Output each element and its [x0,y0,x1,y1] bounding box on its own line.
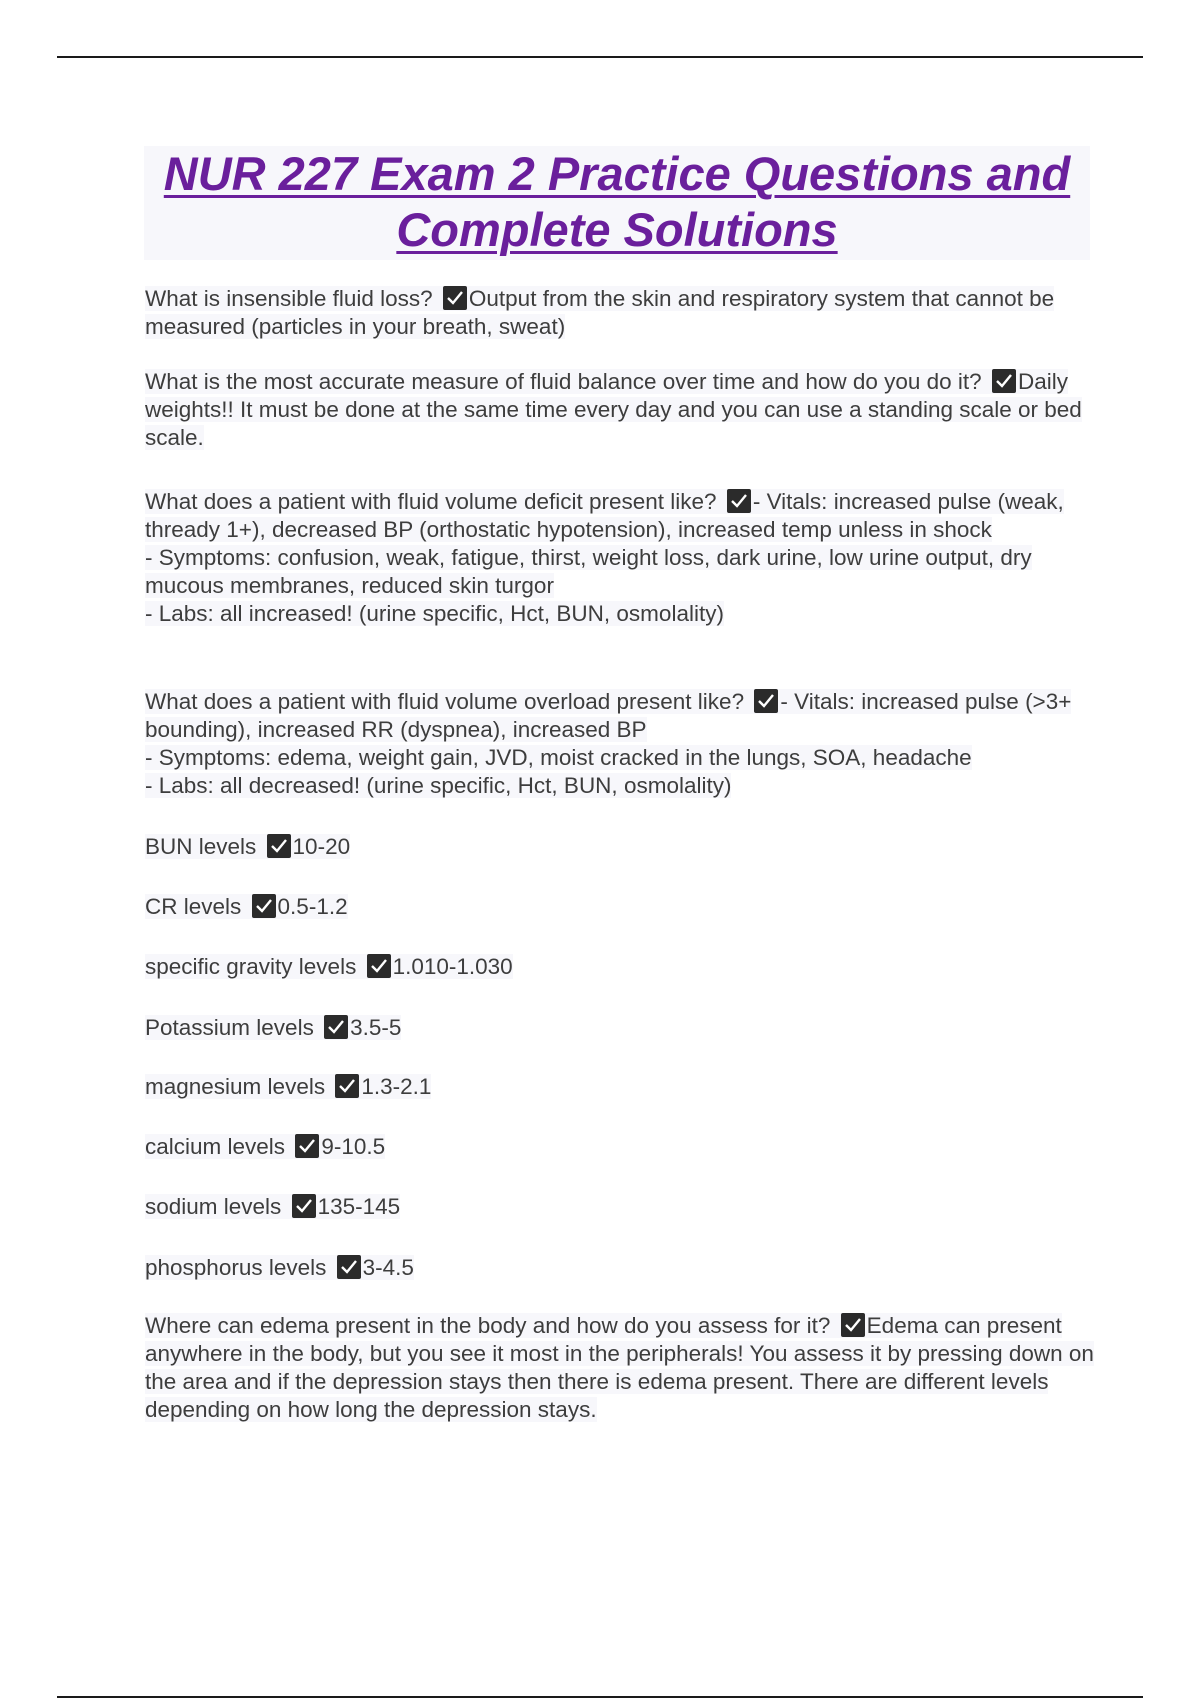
checkmark-box-icon [367,954,391,978]
answer-text: 135-145 [317,1194,401,1219]
qa-text [145,1134,385,1159]
qa-text [145,894,348,919]
qa-item [145,1014,401,1042]
qa-item [145,1073,431,1101]
question-text: BUN levels [145,834,257,859]
qa-item [145,285,1095,341]
answer-text: 9-10.5 [321,1134,386,1159]
answer-text: 1.010-1.030 [392,954,513,979]
answer-text: Edema can present anywhere in the body, but you see it most in the peripherals! You assess it by pressing down on the area and if the depression stays then there is edema present. There are different levels depending on how long the depression stays. [145,1313,1094,1422]
checkmark-box-icon [335,1074,359,1098]
qa-text [145,1255,414,1280]
header-rule [57,56,1143,58]
qa-item [145,1254,414,1282]
checkmark-box-icon [727,489,751,513]
question-text: sodium levels [145,1194,282,1219]
qa-text [145,689,1071,798]
page-title-line-2: Complete Solutions [396,203,838,256]
qa-item [145,488,1095,628]
qa-item [145,833,350,861]
page-title-line-1: NUR 227 Exam 2 Practice Questions and [163,147,1071,200]
qa-text [145,1313,1094,1422]
question-text: What is insensible fluid loss? [145,286,433,311]
question-text: What does a patient with fluid volume deficit present like? [145,489,717,514]
question-text: CR levels [145,894,242,919]
qa-text [145,834,350,859]
qa-text [145,1015,401,1040]
answer-text: 3-4.5 [362,1255,414,1280]
qa-item [145,688,1095,800]
footer-rule [57,1696,1143,1698]
qa-text [145,1074,431,1099]
checkmark-box-icon [267,834,291,858]
answer-text: - Labs: all increased! (urine specific, Hct, BUN, osmolality) [145,601,724,626]
qa-text [145,1194,400,1219]
answer-text: 0.5-1.2 [277,894,348,919]
qa-text [145,369,1082,450]
checkmark-box-icon [252,894,276,918]
checkmark-box-icon [295,1134,319,1158]
question-text: Potassium levels [145,1015,314,1040]
qa-item [145,953,513,981]
answer-text: - Symptoms: confusion, weak, fatigue, thirst, weight loss, dark urine, low urine output, dry mucous membranes, reduced skin turgor [145,545,1032,598]
answer-text: - Symptoms: edema, weight gain, JVD, moist cracked in the lungs, SOA, headache [145,745,972,770]
question-text: Where can edema present in the body and how do you assess for it? [145,1313,831,1338]
answer-text: - Labs: all decreased! (urine specific, Hct, BUN, osmolality) [145,773,732,798]
checkmark-box-icon [337,1255,361,1279]
question-text: What does a patient with fluid volume overload present like? [145,689,745,714]
checkmark-box-icon [324,1015,348,1039]
question-text: calcium levels [145,1134,286,1159]
answer-text: - Vitals: increased pulse (weak, thready 1+), decreased BP (orthostatic hypotension), increased temp unless in shock [145,489,1064,542]
question-text: phosphorus levels [145,1255,327,1280]
qa-item [145,1133,385,1161]
answer-text: 10-20 [292,834,351,859]
checkmark-box-icon [443,286,467,310]
qa-item [145,1193,400,1221]
checkmark-box-icon [292,1194,316,1218]
qa-text [145,286,1054,339]
qa-text [145,954,513,979]
question-text: What is the most accurate measure of fluid balance over time and how do you do it? [145,369,982,394]
qa-item [145,1312,1095,1424]
question-text: specific gravity levels [145,954,357,979]
checkmark-box-icon [992,369,1016,393]
checkmark-box-icon [754,689,778,713]
checkmark-box-icon [841,1313,865,1337]
qa-text [145,489,1064,626]
answer-text: 3.5-5 [350,1015,402,1040]
question-text: magnesium levels [145,1074,326,1099]
qa-item [145,893,348,921]
answer-text: 1.3-2.1 [361,1074,432,1099]
answer-text: Daily weights!! It must be done at the same time every day and you can use a standing scale or bed scale. [145,369,1082,450]
qa-item [145,368,1095,452]
answer-text: - Vitals: increased pulse (>3+ bounding), increased RR (dyspnea), increased BP [145,689,1072,742]
answer-text: Output from the skin and respiratory system that cannot be measured (particles in your breath, sweat) [145,286,1055,339]
page-title [144,146,1090,260]
